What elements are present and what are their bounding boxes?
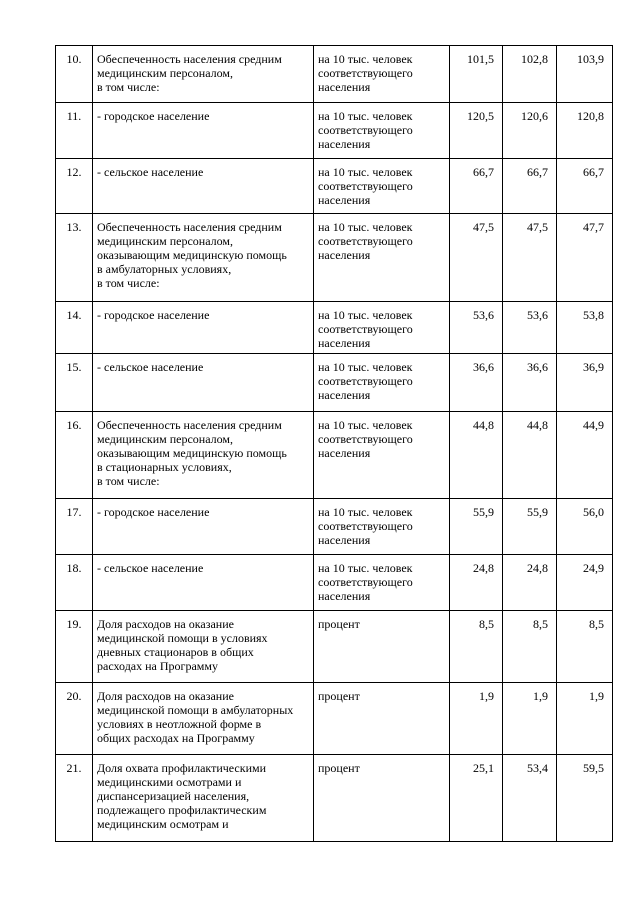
unit-of-measure: на 10 тыс. человек соответствующего населения — [314, 214, 450, 302]
table-row — [56, 354, 613, 412]
value-year-2: 53,6 — [503, 302, 557, 354]
row-number: 18. — [56, 555, 93, 611]
indicator-name: Доля расходов на оказание медицинской помощи в условиях дневных стационаров в общих расходах на Программу — [93, 611, 314, 683]
indicator-name: Доля охвата профилактическими медицинскими осмотрами и диспансеризацией населения, подлежащего профилактическим медицинским осмотрам и — [93, 755, 314, 842]
table-row — [56, 755, 613, 842]
value-year-2: 55,9 — [503, 499, 557, 555]
unit-of-measure: на 10 тыс. человек соответствующего населения — [314, 46, 450, 103]
indicator-name: Обеспеченность населения средним медицинским персоналом, оказывающим медицинскую помощь в амбулаторных условиях, в том числе: — [93, 214, 314, 302]
value-year-2: 102,8 — [503, 46, 557, 103]
value-year-2: 1,9 — [503, 683, 557, 755]
unit-of-measure: на 10 тыс. человек соответствующего населения — [314, 412, 450, 499]
row-number: 21. — [56, 755, 93, 842]
indicators-table — [55, 45, 613, 842]
table-row — [56, 499, 613, 555]
value-year-2: 53,4 — [503, 755, 557, 842]
table-row — [56, 611, 613, 683]
table-row — [56, 159, 613, 214]
row-number: 20. — [56, 683, 93, 755]
value-year-1: 1,9 — [450, 683, 503, 755]
value-year-3: 59,5 — [557, 755, 613, 842]
unit-of-measure: на 10 тыс. человек соответствующего населения — [314, 159, 450, 214]
table-row — [56, 302, 613, 354]
row-number: 12. — [56, 159, 93, 214]
value-year-2: 36,6 — [503, 354, 557, 412]
row-number: 15. — [56, 354, 93, 412]
row-number: 16. — [56, 412, 93, 499]
row-number: 13. — [56, 214, 93, 302]
value-year-1: 53,6 — [450, 302, 503, 354]
value-year-1: 36,6 — [450, 354, 503, 412]
value-year-2: 47,5 — [503, 214, 557, 302]
row-number: 17. — [56, 499, 93, 555]
row-number: 11. — [56, 103, 93, 159]
indicators-table-body — [56, 46, 613, 842]
value-year-2: 120,6 — [503, 103, 557, 159]
value-year-1: 47,5 — [450, 214, 503, 302]
unit-of-measure: на 10 тыс. человек соответствующего населения — [314, 354, 450, 412]
table-row — [56, 214, 613, 302]
value-year-3: 8,5 — [557, 611, 613, 683]
unit-of-measure: процент — [314, 611, 450, 683]
indicator-name: - городское население — [93, 302, 314, 354]
value-year-2: 66,7 — [503, 159, 557, 214]
value-year-1: 101,5 — [450, 46, 503, 103]
row-number: 19. — [56, 611, 93, 683]
indicator-name: Обеспеченность населения средним медицинским персоналом, в том числе: — [93, 46, 314, 103]
value-year-1: 66,7 — [450, 159, 503, 214]
row-number: 10. — [56, 46, 93, 103]
indicator-name: Обеспеченность населения средним медицинским персоналом, оказывающим медицинскую помощь в стационарных условиях, в том числе: — [93, 412, 314, 499]
value-year-1: 44,8 — [450, 412, 503, 499]
unit-of-measure: процент — [314, 755, 450, 842]
value-year-3: 120,8 — [557, 103, 613, 159]
table-row — [56, 555, 613, 611]
value-year-2: 44,8 — [503, 412, 557, 499]
indicator-name: - городское население — [93, 103, 314, 159]
unit-of-measure: на 10 тыс. человек соответствующего населения — [314, 103, 450, 159]
indicator-name: - сельское население — [93, 159, 314, 214]
table-row — [56, 412, 613, 499]
unit-of-measure: на 10 тыс. человек соответствующего населения — [314, 302, 450, 354]
value-year-1: 55,9 — [450, 499, 503, 555]
table-row — [56, 103, 613, 159]
value-year-3: 47,7 — [557, 214, 613, 302]
value-year-1: 120,5 — [450, 103, 503, 159]
value-year-1: 24,8 — [450, 555, 503, 611]
value-year-1: 25,1 — [450, 755, 503, 842]
value-year-3: 36,9 — [557, 354, 613, 412]
value-year-3: 56,0 — [557, 499, 613, 555]
unit-of-measure: процент — [314, 683, 450, 755]
value-year-2: 24,8 — [503, 555, 557, 611]
table-row — [56, 46, 613, 103]
indicator-name: - городское население — [93, 499, 314, 555]
value-year-3: 103,9 — [557, 46, 613, 103]
value-year-3: 44,9 — [557, 412, 613, 499]
unit-of-measure: на 10 тыс. человек соответствующего населения — [314, 555, 450, 611]
value-year-3: 24,9 — [557, 555, 613, 611]
indicator-name: - сельское население — [93, 354, 314, 412]
value-year-2: 8,5 — [503, 611, 557, 683]
indicator-name: Доля расходов на оказание медицинской помощи в амбулаторных условиях в неотложной форме в общих расходах на Программу — [93, 683, 314, 755]
indicator-name: - сельское население — [93, 555, 314, 611]
table-row — [56, 683, 613, 755]
value-year-3: 53,8 — [557, 302, 613, 354]
value-year-3: 66,7 — [557, 159, 613, 214]
row-number: 14. — [56, 302, 93, 354]
unit-of-measure: на 10 тыс. человек соответствующего населения — [314, 499, 450, 555]
value-year-1: 8,5 — [450, 611, 503, 683]
value-year-3: 1,9 — [557, 683, 613, 755]
